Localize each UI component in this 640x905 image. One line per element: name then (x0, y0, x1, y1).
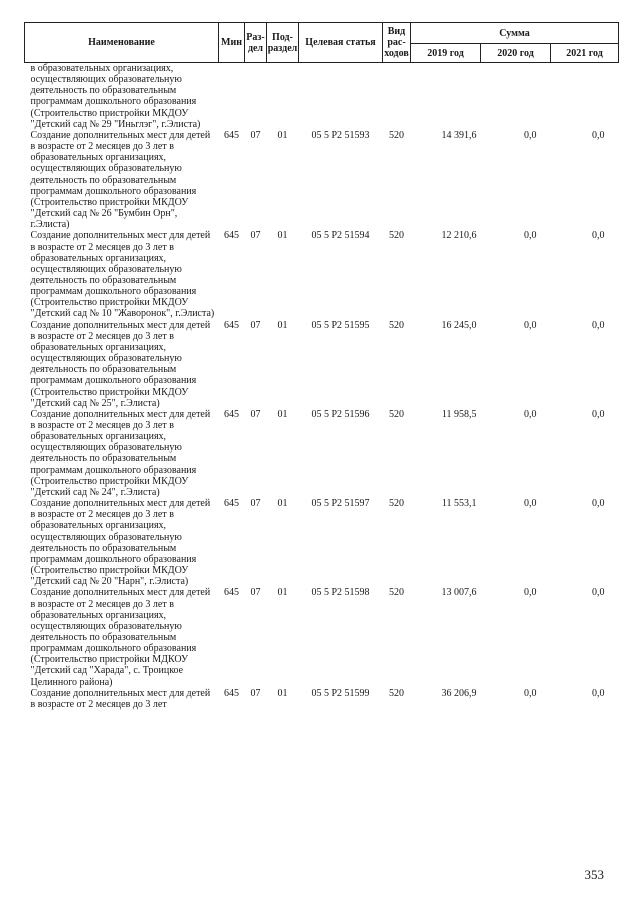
cell-target: 05 5 P2 51599 (311, 687, 370, 699)
cell-y2021: 0,0 (592, 319, 605, 331)
table-row (25, 587, 619, 687)
cell-vid: 520 (389, 129, 404, 141)
cell-y2021: 0,0 (592, 230, 605, 242)
cell-name: Создание дополнительных мест для детей в возрасте от 2 месяцев до 3 лет в образовательных организациях, осуществляющих образовательную деятельность по образовательным программам дошкольного образования (Строительство пристройки МКДОУ "Детский сад № 24", г.Элиста) (30, 408, 211, 498)
cell-vid: 520 (389, 230, 404, 242)
cell-min: 645 (224, 129, 239, 141)
page-number: 353 (584, 867, 604, 882)
cell-y2020: 0,0 (524, 587, 537, 599)
cell-y2019: 13 007,6 (441, 587, 477, 599)
cell-target: 05 5 P2 51598 (311, 587, 370, 599)
table-row (25, 688, 619, 710)
cell-vid: 520 (389, 687, 404, 699)
cell-min: 645 (224, 319, 239, 331)
header-sum: Сумма (411, 23, 619, 44)
cell-name: Создание дополнительных мест для детей в возрасте от 2 месяцев до 3 лет (30, 687, 211, 710)
table-row (25, 409, 619, 498)
cell-razdel: 07 (250, 408, 261, 420)
header-2020: 2020 год (481, 44, 551, 63)
cell-y2021: 0,0 (592, 587, 605, 599)
cell-name: Создание дополнительных мест для детей в возрасте от 2 месяцев до 3 лет в образовательных организациях, осуществляющих образовательную деятельность по образовательным программам дошкольного образования (Строительство пристройки МКДОУ "Детский сад № 26 "Бумбин Орн", г.Элиста) (30, 129, 211, 231)
cell-podrazdel: 01 (277, 408, 288, 420)
header-2021: 2021 год (551, 44, 619, 63)
table-row-continuation (25, 63, 619, 130)
header-name: Наименование (25, 23, 219, 63)
header-expense-type: Вид рас-ходов (383, 23, 411, 63)
cell-y2020: 0,0 (524, 408, 537, 420)
cell-vid: 520 (389, 319, 404, 331)
table-row (25, 320, 619, 409)
cell-target: 05 5 P2 51597 (311, 498, 370, 510)
cell-target: 05 5 P2 51593 (311, 129, 370, 141)
cell-razdel: 07 (250, 687, 261, 699)
cell-y2021: 0,0 (592, 687, 605, 699)
cell-target: 05 5 P2 51594 (311, 230, 370, 242)
cell-name: Создание дополнительных мест для детей в возрасте от 2 месяцев до 3 лет в образовательных организациях, осуществляющих образовательную деятельность по образовательным программам дошкольного образования (Строительство пристройки МКДОУ "Детский сад № 10 "Жаворонок", г.Элиста) (30, 230, 215, 320)
table-row (25, 230, 619, 319)
header-min: Мин (219, 23, 245, 63)
cell-y2019: 11 553,1 (441, 498, 477, 510)
cell-min: 645 (224, 230, 239, 242)
cell-podrazdel: 01 (277, 230, 288, 242)
cell-y2019: 11 958,5 (441, 408, 477, 420)
cell-podrazdel: 01 (277, 319, 288, 331)
cell-name: Создание дополнительных мест для детей в возрасте от 2 месяцев до 3 лет в образовательных организациях, осуществляющих образовательную деятельность по образовательным программам дошкольного образования (Строительство пристройки МКДОУ "Детский сад № 25", г.Элиста) (30, 319, 211, 409)
cell-min: 645 (224, 408, 239, 420)
cell-min: 645 (224, 687, 239, 699)
cell-razdel: 07 (250, 498, 261, 510)
cell-razdel: 07 (250, 129, 261, 141)
cell-podrazdel: 01 (277, 687, 288, 699)
table-header (25, 23, 619, 63)
cell-y2020: 0,0 (524, 129, 537, 141)
cell-min: 645 (224, 587, 239, 599)
cell-vid: 520 (389, 408, 404, 420)
cell-podrazdel: 01 (277, 129, 288, 141)
table-body (25, 63, 619, 711)
cell-vid: 520 (389, 498, 404, 510)
cell-y2019: 36 206,9 (441, 687, 477, 699)
header-target: Целевая статья (299, 23, 383, 63)
cell-y2020: 0,0 (524, 319, 537, 331)
cell-y2019: 16 245,0 (441, 319, 477, 331)
cell-y2021: 0,0 (592, 129, 605, 141)
cell-razdel: 07 (250, 587, 261, 599)
cell-target: 05 5 P2 51596 (311, 408, 370, 420)
cell-y2019: 14 391,6 (441, 129, 477, 141)
cell-vid: 520 (389, 587, 404, 599)
header-2019: 2019 год (411, 44, 481, 63)
table-row (25, 130, 619, 230)
continuation-text: в образовательных организациях, осуществляющих образовательную деятельность по образовательным программам дошкольного образования (Строительство пристройки МКДОУ "Детский сад № 29 "Иньглэг", г.Элиста) (30, 63, 201, 130)
cell-y2020: 0,0 (524, 498, 537, 510)
cell-y2021: 0,0 (592, 408, 605, 420)
cell-y2020: 0,0 (524, 687, 537, 699)
cell-name: Создание дополнительных мест для детей в возрасте от 2 месяцев до 3 лет в образовательных организациях, осуществляющих образовательную деятельность по образовательным программам дошкольного образования (Строительство пристройки МКДОУ "Детский сад № 20 "Нарн", г.Элиста) (30, 498, 211, 588)
table-row (25, 498, 619, 587)
cell-podrazdel: 01 (277, 587, 288, 599)
header-podrazdel: Под-раздел (267, 23, 299, 63)
cell-min: 645 (224, 498, 239, 510)
cell-y2019: 12 210,6 (441, 230, 477, 242)
budget-table (24, 22, 619, 710)
cell-y2020: 0,0 (524, 230, 537, 242)
cell-y2021: 0,0 (592, 498, 605, 510)
header-razdel: Раз-дел (245, 23, 267, 63)
cell-name: Создание дополнительных мест для детей в возрасте от 2 месяцев до 3 лет в образовательных организациях, осуществляющих образовательную деятельность по образовательным программам дошкольного образования (Строительство пристройки МДКОУ "Детский сад "Харада", с. Троицкое Целинного района) (30, 587, 211, 688)
cell-razdel: 07 (250, 230, 261, 242)
cell-podrazdel: 01 (277, 498, 288, 510)
cell-razdel: 07 (250, 319, 261, 331)
cell-target: 05 5 P2 51595 (311, 319, 370, 331)
